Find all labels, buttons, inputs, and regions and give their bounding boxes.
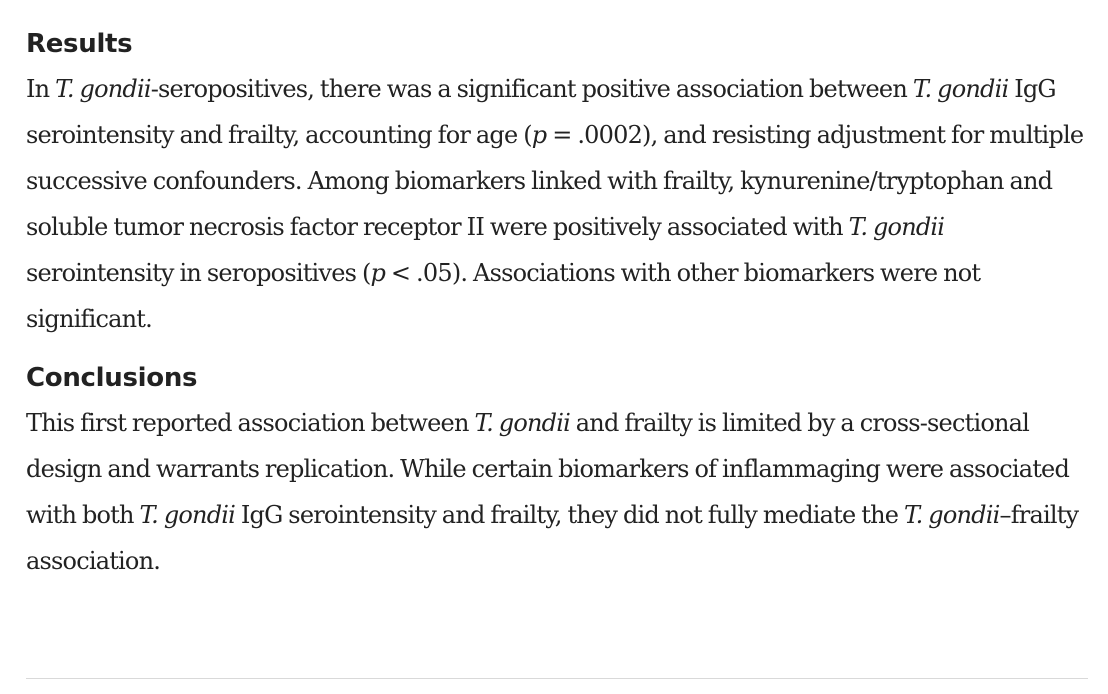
section-divider <box>26 678 1088 679</box>
results-italic-2: T. gondii <box>912 75 1009 103</box>
conclusions-text-3: IgG serointensity and frailty, they did not fully mediate the <box>235 501 904 529</box>
results-text-4: = .0002), and resisting adjustment for multiple successive confounders. Among biomarkers linked with frailty, kynurenine/tryptophan and soluble tumor necrosis factor receptor II were positively associated with <box>26 121 1084 241</box>
results-text-6: < .05). Associations with other biomarkers were not significant. <box>26 259 981 333</box>
results-paragraph <box>26 66 1096 342</box>
results-text-2: -seropositives, there was a significant positive association between <box>150 75 913 103</box>
results-text-1: In <box>26 75 56 103</box>
conclusions-heading: Conclusions <box>26 363 198 393</box>
conclusions-italic-1: T. gondii <box>474 409 570 437</box>
results-italic-5: p <box>370 259 386 287</box>
conclusions-italic-3: T. gondii <box>903 501 1000 529</box>
results-italic-3: p <box>531 121 547 149</box>
results-heading: Results <box>26 29 133 59</box>
conclusions-text-1: This first reported association between <box>26 409 475 437</box>
conclusions-text-4: –frailty association. <box>26 501 1079 575</box>
results-italic-1: T. gondii <box>55 75 151 103</box>
results-text-5: serointensity in seropositives ( <box>26 259 371 287</box>
results-text-3: IgG serointensity and frailty, accounting for age ( <box>26 75 1056 149</box>
conclusions-italic-2: T. gondii <box>139 501 236 529</box>
results-italic-4: T. gondii <box>848 213 945 241</box>
abstract-section <box>26 22 1096 584</box>
conclusions-paragraph <box>26 400 1096 584</box>
conclusions-text-2: and frailty is limited by a cross-sectional design and warrants replication. While certain biomarkers of inflammaging were associated with both <box>26 409 1070 529</box>
